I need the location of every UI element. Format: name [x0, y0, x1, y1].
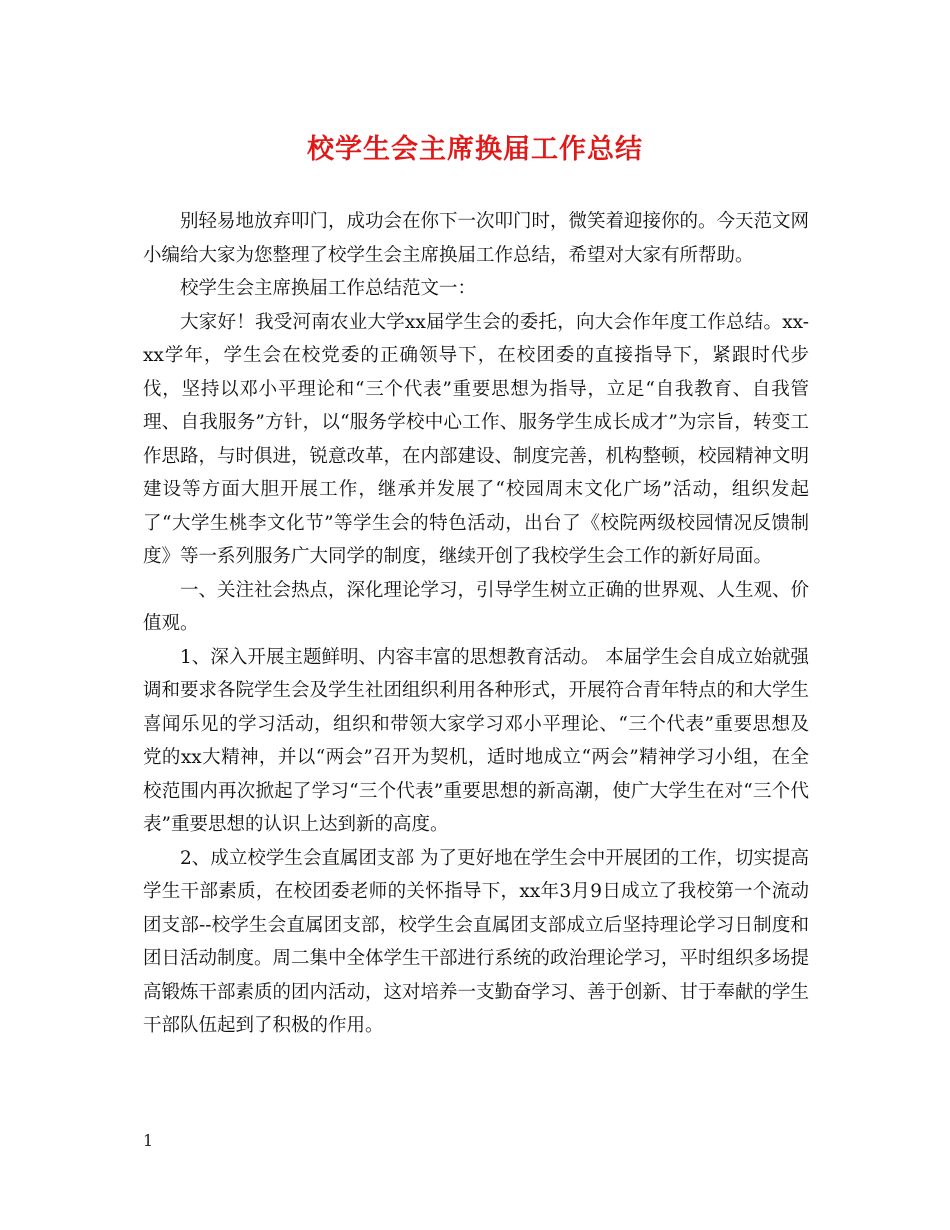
intro-paragraph: 别轻易地放弃叩门，成功会在你下一次叩门时，微笑着迎接你的。今天范文网小编给大家为您整理了校学生会主席换届工作总结，希望对大家有所帮助。 [143, 211, 810, 266]
section-heading-one: 一、关注社会热点，深化理论学习，引导学生树立正确的世界观、人生观、价值观。 [143, 579, 810, 634]
item-one-paragraph: 1、深入开展主题鲜明、内容丰富的思想教育活动。 本届学生会自成立始就强调和要求各院学生会及学生社团组织利用各种形式，开展符合青年特点的和大学生喜闻乐见的学习活动，组织和带领大家学习邓小平理论、“三个代表”重要思想及党的xx大精神，并以“两会”召开为契机，适时地成立“两会”精神学习小组，在全校范围内再次掀起了学习“三个代表”重要思想的新高潮，使广大学生在对“三个代表”重要思想的认识上达到新的高度。 [143, 646, 810, 835]
item-two-paragraph: 2、成立校学生会直属团支部 为了更好地在学生会中开展团的工作，切实提高学生干部素质，在校团委老师的关怀指导下，xx年3月9日成立了我校第一个流动团支部--校学生会直属团支部，校学生会直属团支部成立后坚持理论学习日制度和团日活动制度。周二集中全体学生干部进行系统的政治理论学习，平时组织多场提高锻炼干部素质的团内活动，这对培养一支勤奋学习、善于创新、甘于奉献的学生干部队伍起到了积极的作用。 [143, 847, 810, 1036]
page-number: 1 [143, 1131, 154, 1150]
document-body [143, 205, 809, 1043]
opening-paragraph: 大家好！我受河南农业大学xx届学生会的委托，向大会作年度工作总结。xx-xx学年，学生会在校党委的正确领导下，在校团委的直接指导下，紧跟时代步伐，坚持以邓小平理论和“三个代表”重要思想为指导，立足“自我教育、自我管理、自我服务”方针，以“服务学校中心工作、服务学生成长成才”为宗旨，转变工作思路，与时俱进，锐意改革，在内部建设、制度完善，机构整顿，校园精神文明建设等方面大胆开展工作，继承并发展了“校园周末文化广场”活动，组织发起了“大学生桃李文化节”等学生会的特色活动，出台了《校院两级校园情况反馈制度》等一系列服务广大同学的制度，继续开创了我校学生会工作的新好局面。 [143, 311, 810, 567]
document-title: 校学生会主席换届工作总结 [307, 134, 643, 165]
sample-heading: 校学生会主席换届工作总结范文一： [180, 278, 477, 299]
